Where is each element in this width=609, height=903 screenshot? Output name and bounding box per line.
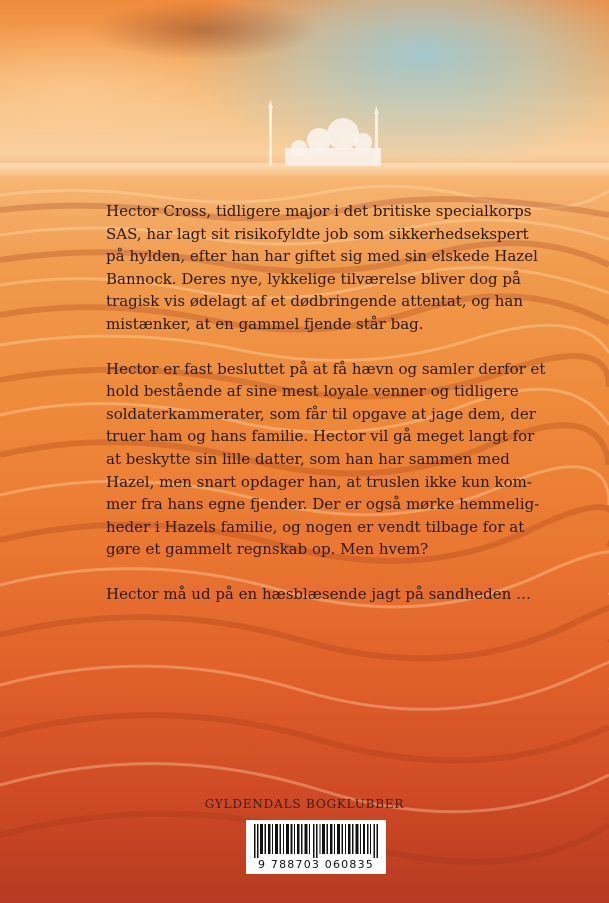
blurb-paragraph-3: Hector må ud på en hæsblæsende jagt på sandheden … [106, 584, 532, 603]
barcode-bars [254, 824, 378, 858]
blurb-paragraph-2: Hector er fast besluttet på at få hævn og samler derfor et hold bestående af sine mest loyale venner og tidligere soldaterkammerater, som får til opgave at jage dem, der truer ham og hans familie. Hector vil gå meget langt for at beskytte sin lille datter, som han har sammen med Hazel, men snart opdager han, at truslen ikke kun kom- mer fra hans egne fjender. Der er også mørke hemmelig- heder i Hazels familie, og nogen er vendt tilbage for at gøre et gammelt regnskab op. Men hvem? [106, 359, 546, 559]
publisher-name: GYLDENDALS BOGKLUBBER [204, 797, 405, 811]
barcode-number: 9 788703 060835 [258, 858, 374, 871]
blurb-paragraph-1: Hector Cross, tidligere major i det britiske specialkorps SAS, har lagt sit risikofyldte job som sikkerhedsekspert på hylden, efter han har giftet sig med sin elskede Hazel Bannock. Deres nye, lykkelige tilværelse bliver dog på tragisk vis ødelagt af et dødbringende attentat, og han mistænker, at en gammel fjende står bag. [106, 202, 538, 333]
mosque-silhouette [255, 100, 395, 170]
barcode [246, 820, 386, 874]
blurb-text [106, 200, 546, 628]
sky-dark-cloud [90, 0, 320, 60]
